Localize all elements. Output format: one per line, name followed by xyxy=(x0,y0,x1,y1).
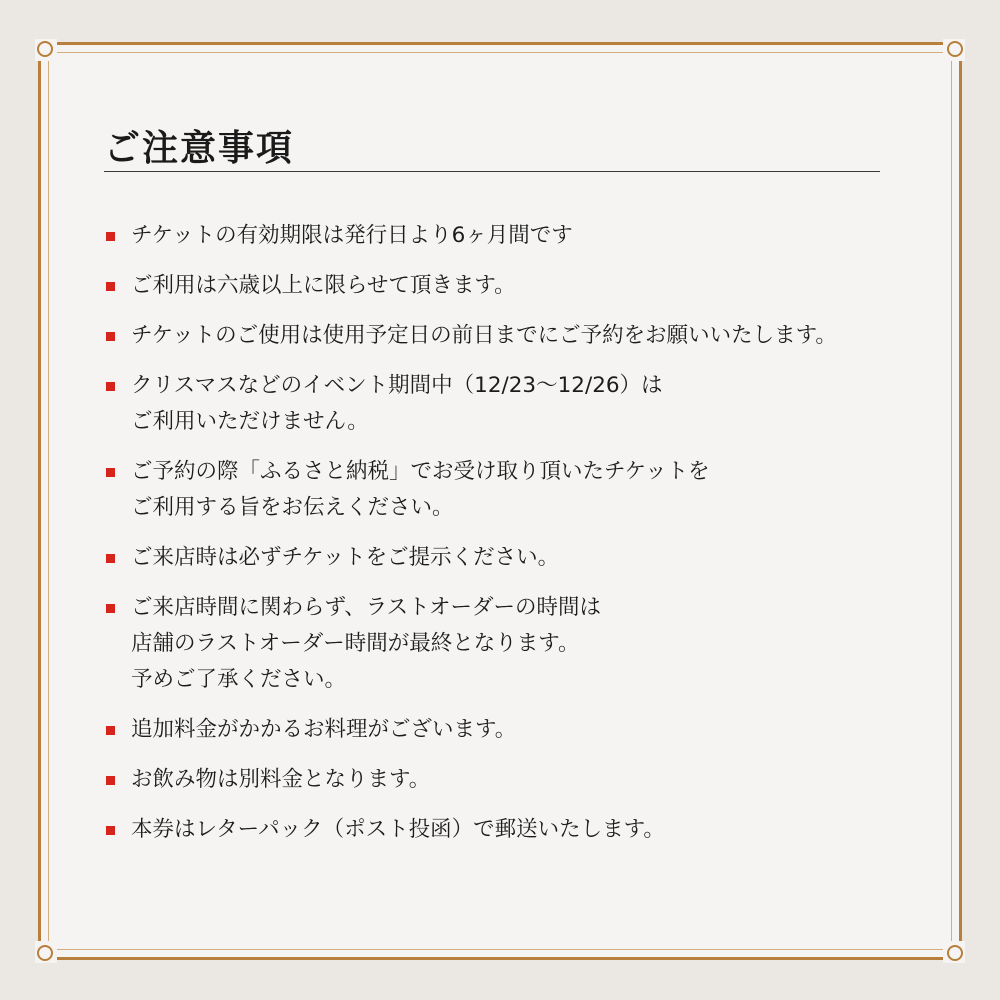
corner-ornament-icon xyxy=(35,39,57,61)
notice-line: ご利用する旨をお伝えください。 xyxy=(131,495,454,520)
notice-text xyxy=(131,712,516,748)
notice-text xyxy=(131,368,663,440)
notice-line: 予めご了承ください。 xyxy=(131,667,347,692)
notice-line: お飲み物は別料金となります。 xyxy=(131,767,431,792)
page-title: ご注意事項 xyxy=(104,128,295,169)
title-underline xyxy=(104,171,880,172)
notice-item xyxy=(106,268,906,304)
notice-line: ご予約の際「ふるさと納税」でお受け取り頂いたチケットを xyxy=(131,459,710,484)
notice-item xyxy=(106,318,906,354)
notice-text xyxy=(131,318,837,354)
notice-line: 本券はレターパック（ポスト投函）で郵送いたします。 xyxy=(131,817,665,842)
notice-line: ご来店時間に関わらず、ラストオーダーの時間は xyxy=(131,595,601,620)
notice-item xyxy=(106,590,906,698)
square-bullet-icon xyxy=(106,468,115,477)
notice-text xyxy=(131,590,601,698)
notice-list xyxy=(106,218,906,862)
notice-item xyxy=(106,812,906,848)
notice-item xyxy=(106,762,906,798)
corner-ornament-icon xyxy=(943,941,965,963)
notice-line: クリスマスなどのイベント期間中（12/23〜12/26）は xyxy=(131,373,663,398)
notice-line: チケットの有効期限は発行日より6ヶ月間です xyxy=(131,223,573,248)
notice-text xyxy=(131,540,559,576)
notice-line: チケットのご使用は使用予定日の前日までにご予約をお願いいたします。 xyxy=(131,323,837,348)
notice-text xyxy=(131,812,665,848)
corner-ornament-icon xyxy=(35,941,57,963)
notice-line: 追加料金がかかるお料理がございます。 xyxy=(131,717,517,742)
notice-item xyxy=(106,218,906,254)
square-bullet-icon xyxy=(106,282,115,291)
square-bullet-icon xyxy=(106,604,115,613)
notice-line: ご来店時は必ずチケットをご提示ください。 xyxy=(131,545,560,570)
notice-text xyxy=(131,268,516,304)
square-bullet-icon xyxy=(106,776,115,785)
notice-item xyxy=(106,540,906,576)
notice-line: 店舗のラストオーダー時間が最終となります。 xyxy=(131,631,580,656)
square-bullet-icon xyxy=(106,726,115,735)
notice-text xyxy=(131,762,430,798)
square-bullet-icon xyxy=(106,554,115,563)
notice-line: ご利用は六歳以上に限らせて頂きます。 xyxy=(131,273,516,298)
square-bullet-icon xyxy=(106,332,115,341)
notice-item xyxy=(106,712,906,748)
square-bullet-icon xyxy=(106,232,115,241)
notice-text xyxy=(131,218,573,254)
corner-ornament-icon xyxy=(943,39,965,61)
notice-item xyxy=(106,368,906,440)
square-bullet-icon xyxy=(106,826,115,835)
notice-line: ご利用いただけません。 xyxy=(131,409,369,434)
notice-text xyxy=(131,454,710,526)
notice-item xyxy=(106,454,906,526)
square-bullet-icon xyxy=(106,382,115,391)
